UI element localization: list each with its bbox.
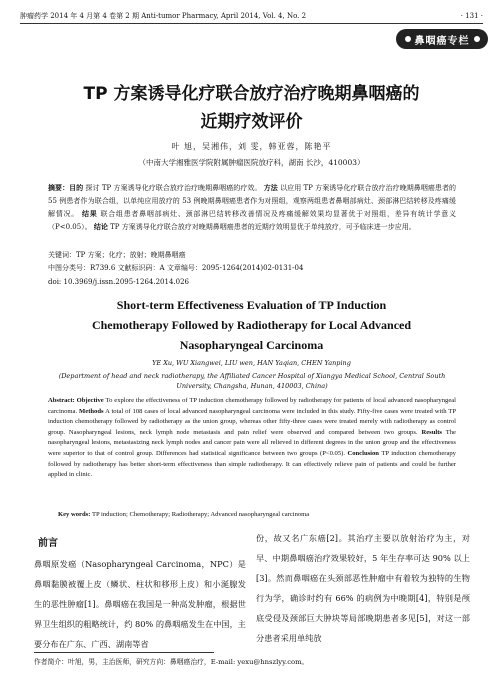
bullet-dot-icon [474,36,480,42]
title-cn-line1: TP 方案诱导化疗联合放疗治疗晚期鼻咽癌的 [83,84,420,104]
abstract-cn-label: 摘要：目的 [48,184,84,192]
abstract-cn-results-label: 结果 [81,210,98,218]
doi: doi: 10.3969/j.issn.2095-1264.2014.026 [48,278,189,286]
affiliation-cn: （中南大学湘雅医学院附属肿瘤医院放疗科，湖南 长沙，410003） [138,158,365,167]
classification-cn: 中图分类号：R739.6 文献标识码：A 文章编号：2095-1264(2014)02-0131-04 [48,264,304,272]
authors-en: YE Xu, WU Xiangwei, LIU wen, HAN Yaqian, CHEN Yanping [152,359,351,367]
abstract-cn-conclusion: TP 方案诱导化疗联合放疗对晚期鼻咽癌患者的近期疗效明显优于单纯放疗，可予临床进一步应用。 [110,223,416,231]
body-text-left: 鼻咽原发癌（Nasopharyngeal Carcinoma，NPC）是鼻咽黏膜被覆上皮（鳞状、柱状和移形上皮）和小涎腺发生的恶性肿瘤[1]。鼻咽癌在我国是一种高发肿瘤，根据世界卫生组织的粗略统计，约 80% 的鼻咽癌发生在中国，主要分布在广东、广西、湖南等省 [34,559,246,649]
title-en-line3: Nasopharyngeal Carcinoma [179,338,324,352]
column-tag-label: 鼻咽癌专栏 [414,35,470,47]
affiliation-en: (Department of head and neck radiotherapy, the Affiliated Cancer Hospital of Xiangya Medical School, Central South University, Changsha, Hunan, 410003, China) [58,372,446,390]
abstract-en-methods: A total of 108 cases of local advanced nasopharyngeal carcinoma were included in this study. Fifty-five cases were treated with TP induction chemotherapy followed by radiotherapy as the union group, whereas other fifty-three cases were treated merely with radiotherapy as control group. Nasopharyngeal lesions, neck lymph node metastasis and pain relief were observed and compared between two groups. [48,407,456,436]
abstract-cn [48,182,456,234]
abstract-en-methods-label: Methods [79,407,104,415]
abstract-cn-methods-label: 方法 [263,184,278,192]
keywords-en-label: Key words: [58,511,91,518]
title-en-line2: Chemotherapy Followed by Radiotherapy for Local Advanced [91,318,412,332]
abstract-en-results: The nasopharyngeal lesions, metastasizing neck lymph nodes and cancer pain were all relieved in different degrees in the union group and the effectiveness were superior to that of control group. Differences had statistical significance between two groups (P<0.05). [48,428,456,457]
bullet-dot-icon [405,36,411,42]
authors-cn: 叶 旭，吴湘伟，刘 雯，韩亚蓉，陈艳平 [171,142,332,151]
column-tag [396,29,488,49]
abstract-en-label: Abstract: Objective [48,397,104,404]
keywords-en-text: TP induction; Chemotherapy; Radiotherapy; Advanced nasopharyngeal carcinoma [91,511,310,518]
journal-info: 肿瘤药学 2014 年 4 月第 4 卷第 2 期 Anti-tumor Pharmacy, April 2014, Vol. 4, No. 2 [20,12,307,20]
keywords-cn: 关键词：TP 方案；化疗；放射；晚期鼻咽癌 [48,251,186,259]
footnote-divider [34,652,214,653]
abstract-cn-results: 联合组患者鼻咽部病灶、颈部淋巴结转移改善情况及疼痛缓解效果均显著优于对照组，差异有统计学意义（P<0.05）。 [48,210,457,231]
abstract-cn-conclusion-label: 结论 [93,223,108,231]
title-en-line1: Short-term Effectiveness Evaluation of TP Induction [116,298,387,312]
running-header [20,9,483,24]
title-cn-line2: 近期疗效评价 [200,112,303,132]
abstract-en [48,396,456,481]
page-number: · 131 · [460,12,483,20]
keywords-en [58,511,458,518]
section-title: 前言 [38,538,58,549]
author-footnote: 作者简介：叶旭，男，主治医师，研究方向：鼻咽癌治疗，E-mail: yexu@hnszlyy.com。 [34,658,309,666]
abstract-en-objective: To explore the effectiveness of TP induction chemotherapy followed by radiotherapy for patients of local advanced nasopharyngeal carcinoma. [48,397,456,415]
abstract-en-conclusion: TP induction chemotherapy followed by radiotherapy has better short-term effectiveness than simple radiotherapy. It can effectively relieve pain of patients and could be further applied in clinic. [48,449,456,479]
body-text-right: 份，故又名广东癌[2]。其治疗主要以放射治疗为主，对早、中期鼻咽癌治疗效果较好，5 年生存率可达 90% 以上[3]。然而鼻咽癌在头颈部恶性肿瘤中有着较为独特的生物行为学，确诊时约有 66% 的病例为中晚期[4]，特别是颅底受侵及颈部巨大肿块等局部晚期患者多见[5]，对这一部分患者采用单纯放 [256,533,470,643]
abstract-en-conclusion-label: Conclusion [347,449,379,457]
abstract-cn-methods: 以应用 TP 方案诱导化疗联合放疗治疗晚期鼻咽癌患者的 55 例患者作为联合组，以单纯应用放疗的 53 例晚期鼻咽癌患者作为对照组，观察两组患者鼻咽部病灶、颈部淋巴结转移及疼痛缓解情况。 [48,184,456,218]
abstract-en-results-label: Results [421,428,442,436]
abstract-cn-objective: 探讨 TP 方案诱导化疗联合放疗治疗晚期鼻咽癌的疗效。 [85,184,262,192]
